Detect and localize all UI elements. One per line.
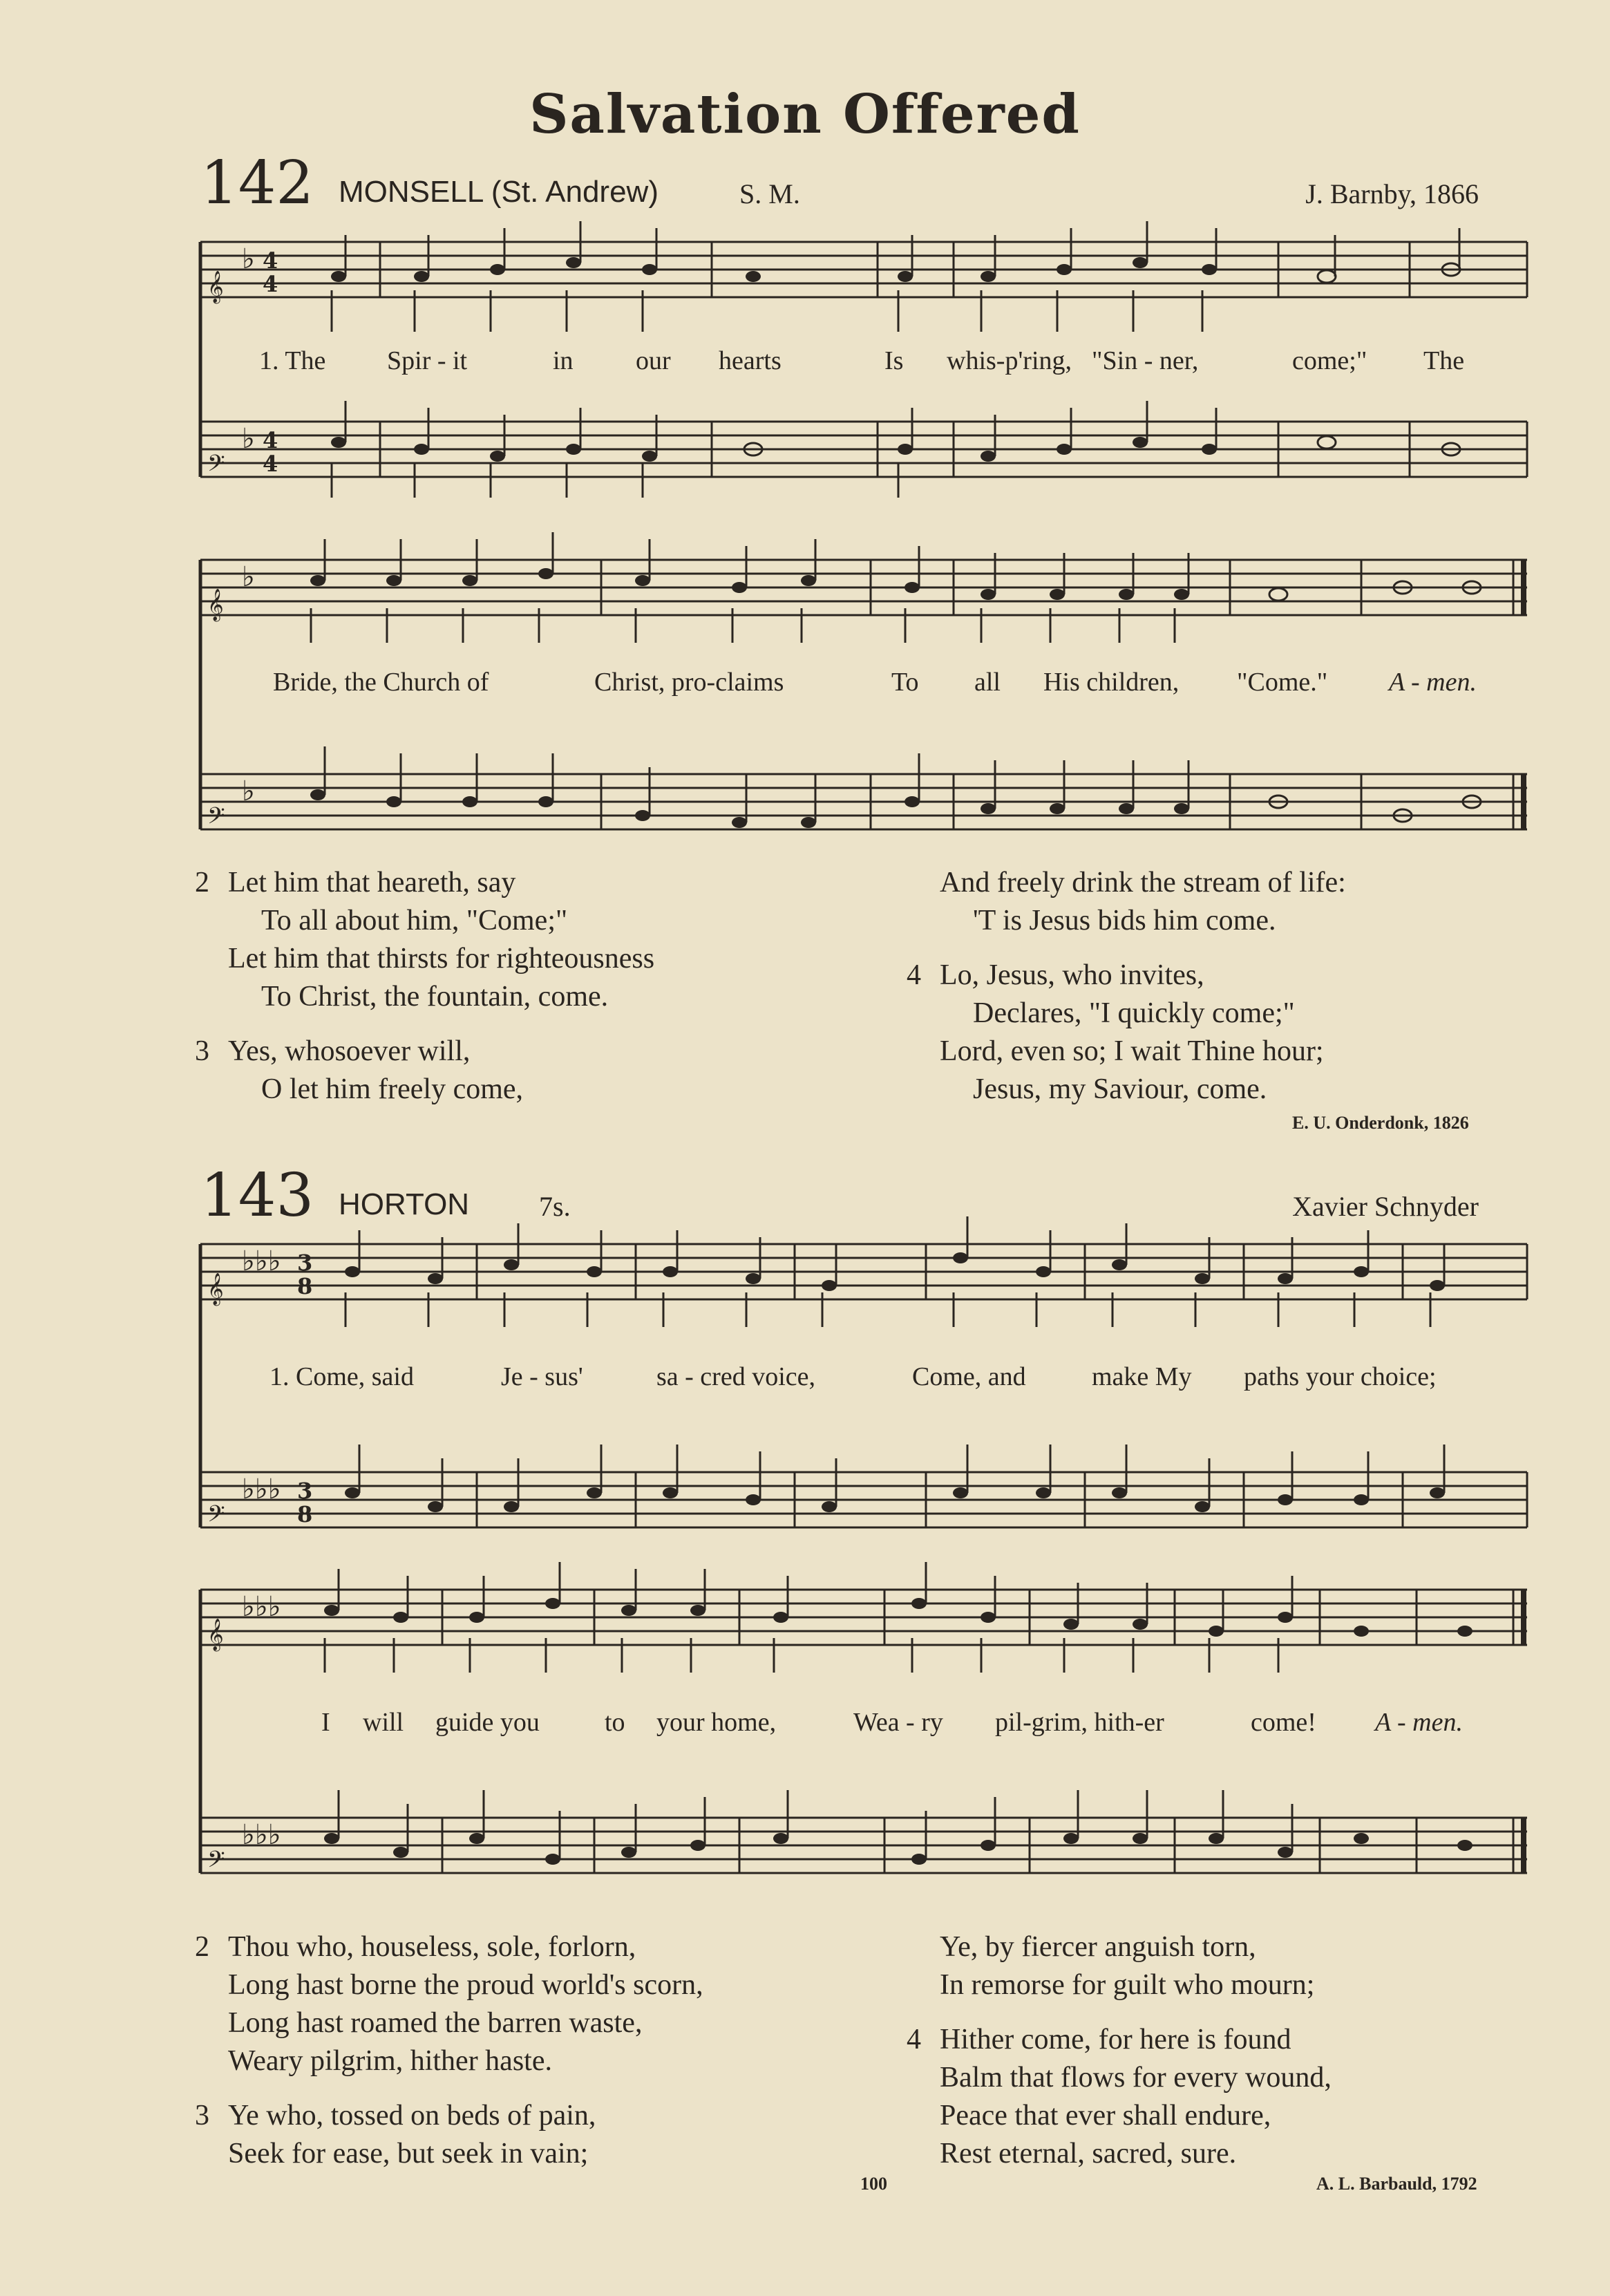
hymn-143-verses-right <box>907 1928 1332 2190</box>
verse-line: Lo, Jesus, who invites, <box>940 959 1204 991</box>
verse-number: 4 <box>907 959 921 991</box>
lyric-syllable: come;" <box>1292 346 1367 375</box>
verse-line: Jesus, my Saviour, come. <box>973 1073 1267 1105</box>
verse-line: Long hast borne the proud world's scorn, <box>228 1969 703 2001</box>
lyric-syllable: A - men. <box>1375 1708 1463 1737</box>
verse <box>195 1928 703 2080</box>
author-attribution: A. L. Barbauld, 1792 <box>1316 2174 1477 2194</box>
verse-number: 3 <box>195 1035 209 1067</box>
verse <box>907 957 1346 1109</box>
verse-line: Ye who, tossed on beds of pain, <box>228 2100 596 2132</box>
lyric-syllable: Je - sus' <box>501 1362 583 1391</box>
verse-line: In remorse for guilt who mourn; <box>940 1969 1315 2001</box>
svg-text:4: 4 <box>263 427 278 453</box>
svg-text:8: 8 <box>297 1501 313 1527</box>
lyric-syllable: Come, and <box>912 1362 1026 1391</box>
svg-text:3: 3 <box>297 1250 313 1276</box>
hymn-143-score-system-1 <box>187 1216 1541 1541</box>
verse <box>195 2097 703 2173</box>
lyrics-line <box>187 1362 1541 1396</box>
verse-line: Lord, even so; I wait Thine hour; <box>940 1035 1324 1067</box>
treble-clef-icon: 𝄞 <box>207 1273 224 1305</box>
verse-line: Rest eternal, sacred, sure. <box>940 2138 1237 2170</box>
hymn-number: 143 <box>200 1161 314 1230</box>
treble-clef-icon: 𝄞 <box>207 589 224 621</box>
treble-clef-icon: 𝄞 <box>207 1619 224 1650</box>
verse-line: Ye, by fiercer anguish torn, <box>940 1931 1256 1963</box>
verse-line: Let him that thirsts for righteousness <box>228 943 655 975</box>
verse <box>907 2021 1332 2173</box>
verse-line: O let him freely come, <box>261 1073 524 1105</box>
verse-line: Seek for ease, but seek in vain; <box>228 2138 589 2170</box>
svg-text:♭♭♭: ♭♭♭ <box>242 1819 281 1851</box>
lyric-syllable: "Sin - ner, <box>1092 346 1199 375</box>
lyric-syllable: To <box>891 668 919 697</box>
verse-number: 3 <box>195 2100 209 2132</box>
svg-text:8: 8 <box>297 1273 313 1299</box>
lyric-syllable: The <box>1423 346 1465 375</box>
lyric-syllable: our <box>636 346 671 375</box>
lyrics-line <box>187 1707 1541 1742</box>
verse <box>195 864 655 1016</box>
lyric-syllable: hearts <box>719 346 782 375</box>
svg-text:♭♭♭: ♭♭♭ <box>242 1245 281 1277</box>
svg-text:♭: ♭ <box>242 423 255 455</box>
verse-line: Declares, "I quickly come;" <box>973 997 1295 1029</box>
author-attribution: E. U. Onderdonk, 1826 <box>1292 1113 1469 1133</box>
lyric-syllable: your home, <box>656 1708 777 1737</box>
verse-number: 2 <box>195 1931 209 1963</box>
lyric-syllable: guide you <box>435 1708 540 1737</box>
verse-line: To Christ, the fountain, come. <box>261 981 609 1013</box>
lyrics-line <box>187 667 1541 702</box>
hymn-142-score-system-2 <box>187 532 1541 843</box>
verse-line: Hither come, for here is found <box>940 2024 1291 2055</box>
page-title: Salvation Offered <box>529 83 1081 146</box>
page-number: 100 <box>860 2174 887 2194</box>
verse-line: Peace that ever shall endure, <box>940 2100 1271 2132</box>
tune-name: HORTON <box>339 1187 470 1221</box>
verse <box>195 1033 654 1109</box>
bass-clef-icon: 𝄢 <box>207 1847 225 1879</box>
treble-clef-icon: 𝄞 <box>207 271 224 303</box>
hymn-143-score-system-2 <box>187 1562 1541 1887</box>
verse-line: Weary pilgrim, hither haste. <box>228 2045 552 2077</box>
lyric-syllable: Wea - ry <box>853 1708 943 1737</box>
bass-clef-icon: 𝄢 <box>207 451 225 482</box>
verse <box>940 1928 1332 2004</box>
lyric-syllable: to <box>605 1708 625 1737</box>
lyric-syllable: His children, <box>1043 668 1180 697</box>
composer: J. Barnby, 1866 <box>1305 178 1479 209</box>
meter: S. M. <box>739 178 800 209</box>
svg-text:♭: ♭ <box>242 561 255 593</box>
lyric-syllable: pil-grim, hith-er <box>995 1708 1164 1737</box>
lyric-syllable: 1. The <box>259 346 326 375</box>
lyric-syllable: 1. Come, said <box>269 1362 414 1391</box>
lyric-syllable: "Come." <box>1237 668 1328 697</box>
composer: Xavier Schnyder <box>1292 1191 1479 1222</box>
lyric-syllable: in <box>553 346 574 375</box>
svg-text:4: 4 <box>263 271 278 297</box>
verse-line: Let him that heareth, say <box>228 867 516 898</box>
svg-text:♭: ♭ <box>242 243 255 275</box>
hymn-142-verses-left <box>195 864 655 1125</box>
lyric-syllable: whis-p'ring, <box>947 346 1072 375</box>
lyric-syllable: sa - cred voice, <box>656 1362 815 1391</box>
svg-text:♭♭♭: ♭♭♭ <box>242 1591 281 1623</box>
bass-clef-icon: 𝄢 <box>207 803 225 835</box>
verse-line: Balm that flows for every wound, <box>940 2062 1332 2093</box>
hymn-142-verses-right <box>907 864 1346 1125</box>
verse-line: Thou who, houseless, sole, forlorn, <box>228 1931 636 1963</box>
svg-text:4: 4 <box>263 247 278 274</box>
meter: 7s. <box>539 1191 571 1222</box>
lyric-syllable: I <box>321 1708 330 1737</box>
verse-number: 4 <box>907 2024 921 2055</box>
verse-line: Long hast roamed the barren waste, <box>228 2007 643 2039</box>
verse-line: And freely drink the stream of life: <box>940 867 1346 898</box>
svg-text:4: 4 <box>263 451 278 477</box>
hymn-143-verses-left <box>195 1928 703 2190</box>
verse-number: 2 <box>195 867 209 898</box>
lyric-syllable: will <box>363 1708 404 1737</box>
lyric-syllable: Is <box>884 346 904 375</box>
lyric-syllable: Bride, the Church of <box>273 668 489 697</box>
hymn-number: 142 <box>200 149 314 218</box>
svg-text:♭: ♭ <box>242 775 255 807</box>
verse-line: Yes, whosoever will, <box>228 1035 471 1067</box>
lyric-syllable: Spir - it <box>387 346 468 375</box>
lyric-syllable: make My <box>1092 1362 1192 1391</box>
lyric-syllable: paths your choice; <box>1244 1362 1437 1391</box>
verse <box>940 864 1346 940</box>
bass-clef-icon: 𝄢 <box>207 1501 225 1533</box>
hymn-142-score-system-1 <box>187 214 1541 505</box>
verse-line: To all about him, "Come;" <box>261 905 568 937</box>
verse-line: 'T is Jesus bids him come. <box>973 905 1276 937</box>
lyric-syllable: all <box>974 668 1001 697</box>
lyrics-line <box>187 346 1541 380</box>
lyric-syllable: Christ, pro-claims <box>594 668 784 697</box>
lyric-syllable: A - men. <box>1389 668 1477 697</box>
tune-name: MONSELL (St. Andrew) <box>339 175 659 209</box>
svg-text:3: 3 <box>297 1478 313 1504</box>
lyric-syllable: come! <box>1251 1708 1316 1737</box>
svg-text:♭♭♭: ♭♭♭ <box>242 1474 281 1505</box>
hymn-142-header <box>200 149 1479 218</box>
